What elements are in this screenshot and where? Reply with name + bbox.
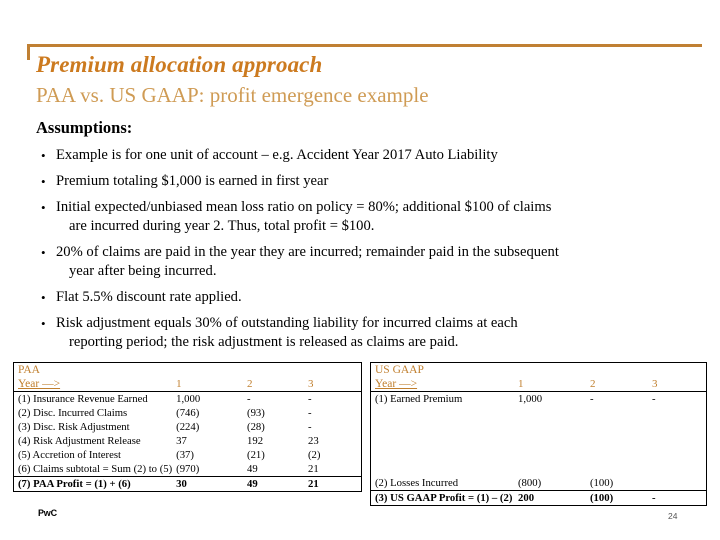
list-item: [36, 172, 686, 191]
list-item-text: [56, 288, 686, 307]
list-item-text: [56, 172, 686, 191]
table-row: [371, 476, 706, 491]
spacer-cell: [371, 406, 706, 420]
paa-row-2-year-2: (93): [247, 407, 265, 419]
paa-row-label-7: (7) PAA Profit = (1) + (6): [14, 477, 174, 492]
title-divider-rule: [27, 44, 702, 47]
spacer-cell: [371, 420, 706, 434]
paa-row-4-year-3: 23: [307, 435, 319, 447]
table-row: [14, 434, 361, 448]
page-title: Premium allocation approach: [36, 52, 323, 77]
list-item-text: [56, 146, 686, 165]
table-row: [14, 406, 361, 420]
spacer-cell: [371, 462, 706, 476]
spacer-cell: [371, 434, 706, 448]
usgaap-row-3-year-1: 200: [516, 491, 588, 506]
table-header-row: [14, 377, 361, 392]
paa-row-4-year-1: 37: [176, 435, 187, 447]
table-row: [14, 448, 361, 462]
paa-row-3-year-2: (28): [247, 421, 265, 433]
paa-row-7-year-2: 49: [245, 477, 306, 492]
list-item-line2: year after being incurred.: [69, 263, 217, 279]
table-total-row: [371, 491, 706, 506]
paa-row-6-year-1: (970): [176, 463, 200, 475]
usgaap-row-3-year-3: -: [650, 491, 706, 506]
usgaap-row-3-year-2: (100): [588, 491, 650, 506]
paa-row-6-year-2: 49: [247, 463, 258, 475]
paa-row-1-year-3: -: [307, 393, 312, 405]
paa-row-5-year-1: (37): [176, 449, 194, 461]
list-item: [36, 288, 686, 307]
list-item: [36, 243, 686, 281]
paa-row-1-year-2: -: [247, 393, 251, 405]
list-item-text: [56, 314, 686, 352]
usgaap-row-1-year-3: -: [652, 393, 656, 405]
usgaap-col-header-3: 3: [650, 377, 706, 392]
table-spacer-row: [371, 434, 706, 448]
bullet-marker-icon: •: [41, 245, 46, 260]
table-title-row: [14, 363, 361, 377]
paa-row-label-4: (4) Risk Adjustment Release: [18, 435, 141, 447]
paa-row-3-year-1: (224): [176, 421, 200, 433]
table-row: [14, 462, 361, 477]
paa-row-6-year-3: 21: [307, 463, 319, 475]
usgaap-profit-table: [370, 362, 707, 506]
list-item: [36, 198, 686, 236]
paa-row-3-year-3: -: [307, 421, 312, 433]
pwc-logo: PwC: [38, 508, 57, 518]
spacer-cell: [371, 448, 706, 462]
list-item-line2: reporting period; the risk adjustment is released as claims are paid.: [69, 334, 459, 350]
list-item-line1: 20% of claims are paid in the year they are incurred; remainder paid in the subsequent: [56, 244, 559, 260]
paa-row-label-1: (1) Insurance Revenue Earned: [18, 393, 148, 405]
table-header-row: [371, 377, 706, 392]
assumptions-bullet-list: [36, 146, 686, 359]
usgaap-row-1-year-2: -: [590, 393, 594, 405]
page-number: 24: [668, 511, 678, 521]
list-item-line1: Example is for one unit of account – e.g. Accident Year 2017 Auto Liability: [56, 147, 498, 163]
table-spacer-row: [371, 420, 706, 434]
table-row: [371, 392, 706, 407]
usgaap-row-label-3: (3) US GAAP Profit = (1) – (2): [371, 491, 516, 506]
usgaap-table-title: US GAAP: [375, 364, 424, 376]
usgaap-row-2-year-1: (800): [518, 477, 542, 489]
paa-row-2-year-1: (746): [176, 407, 200, 419]
usgaap-row-2-year-2: (100): [590, 477, 614, 489]
paa-col-header-1: 1: [174, 377, 245, 392]
list-item-line1: Flat 5.5% discount rate applied.: [56, 289, 242, 305]
paa-table-title: PAA: [18, 364, 40, 376]
usgaap-row-1-year-1: 1,000: [518, 393, 543, 405]
usgaap-row-label-2: (2) Losses Incurred: [375, 477, 459, 489]
list-item-line2: are incurred during year 2. Thus, total profit = $100.: [69, 218, 375, 234]
usgaap-row-label-1: (1) Earned Premium: [375, 393, 463, 405]
paa-row-5-year-3: (2): [307, 449, 321, 461]
usgaap-row-2-year-3: [650, 476, 706, 491]
bullet-marker-icon: •: [41, 316, 46, 331]
list-item: [36, 146, 686, 165]
paa-row-7-year-3: 21: [306, 477, 361, 492]
list-item-line1: Initial expected/unbiased mean loss ratio on policy = 80%; additional $100 of claims: [56, 199, 552, 215]
list-item: [36, 314, 686, 352]
paa-col-header-2: 2: [245, 377, 306, 392]
paa-row-2-year-3: -: [307, 407, 312, 419]
paa-row-7-year-1: 30: [174, 477, 245, 492]
page-subtitle: PAA vs. US GAAP: profit emergence example: [36, 83, 429, 107]
slide-title-block: [0, 0, 720, 112]
paa-row-4-year-2: 192: [247, 435, 264, 447]
list-item-line1: Premium totaling $1,000 is earned in first year: [56, 173, 329, 189]
table-row: [14, 392, 361, 407]
list-item-text: [56, 243, 686, 281]
bullet-marker-icon: •: [41, 290, 46, 305]
paa-row-label-2: (2) Disc. Incurred Claims: [18, 407, 128, 419]
paa-year-label: Year —>: [14, 377, 174, 392]
usgaap-col-header-2: 2: [588, 377, 650, 392]
paa-row-1-year-1: 1,000: [176, 393, 201, 405]
table-spacer-row: [371, 406, 706, 420]
table-total-row: [14, 477, 361, 492]
paa-row-label-6: (6) Claims subtotal = Sum (2) to (5): [18, 463, 173, 475]
assumptions-heading: Assumptions:: [36, 118, 133, 137]
bullet-marker-icon: •: [41, 200, 46, 215]
paa-profit-table: [13, 362, 362, 492]
list-item-line1: Risk adjustment equals 30% of outstanding liability for incurred claims at each: [56, 315, 518, 331]
bullet-marker-icon: •: [41, 174, 46, 189]
paa-row-label-5: (5) Accretion of Interest: [18, 449, 121, 461]
table-spacer-row: [371, 462, 706, 476]
usgaap-year-label: Year —>: [371, 377, 516, 392]
table-title-row: [371, 363, 706, 377]
usgaap-col-header-1: 1: [516, 377, 588, 392]
list-item-text: [56, 198, 686, 236]
title-divider-left-stub: [27, 44, 30, 60]
table-spacer-row: [371, 448, 706, 462]
paa-row-5-year-2: (21): [247, 449, 265, 461]
paa-col-header-3: 3: [306, 377, 361, 392]
paa-row-label-3: (3) Disc. Risk Adjustment: [18, 421, 130, 433]
bullet-marker-icon: •: [41, 148, 46, 163]
table-row: [14, 420, 361, 434]
